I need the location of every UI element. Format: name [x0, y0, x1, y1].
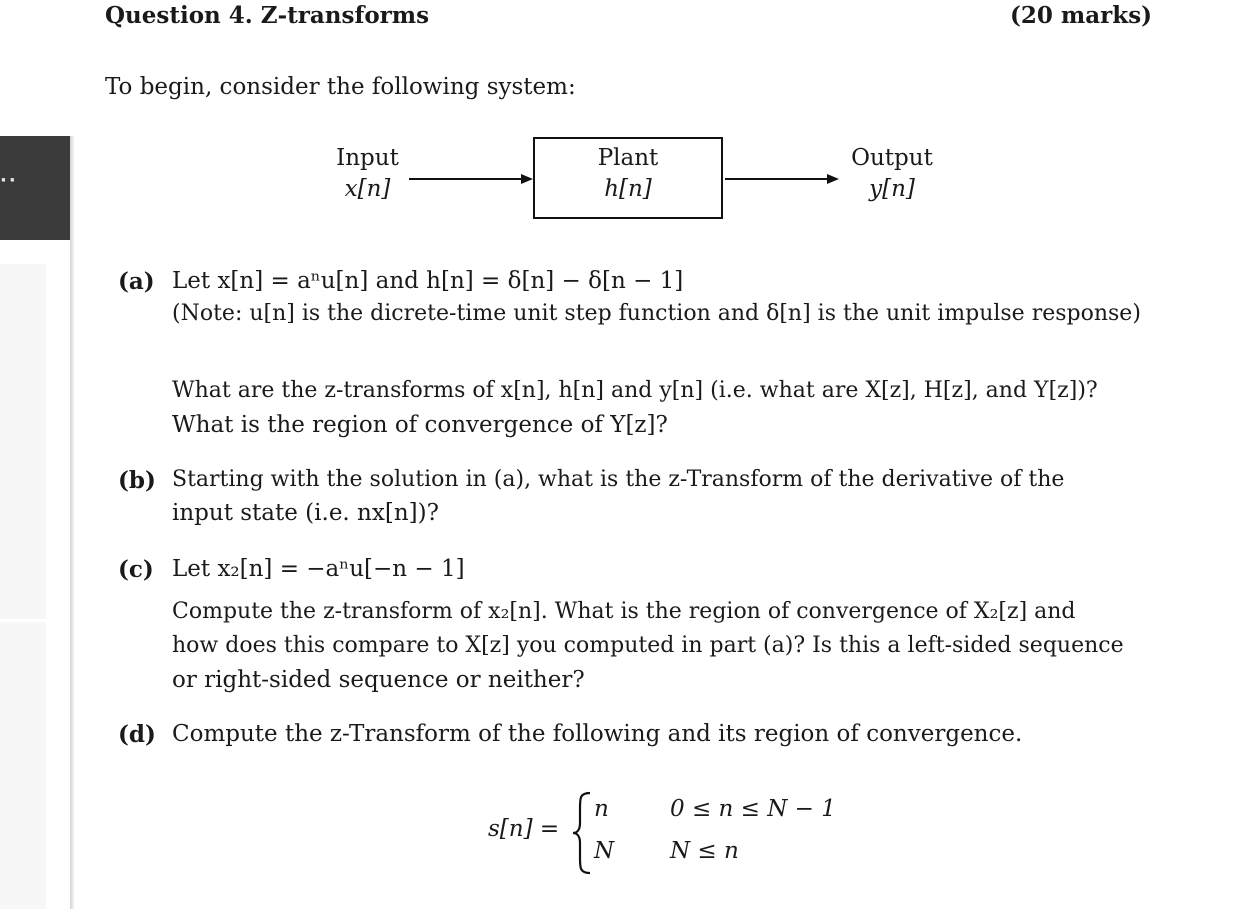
part-a-question-2: What is the region of convergence of Y[z]? — [172, 412, 668, 438]
part-d-line-1: Compute the z-Transform of the following and its region of convergence. — [172, 721, 1023, 747]
part-c-line-2: Compute the z-transform of x₂[n]. What is the region of convergence of X₂[z] and — [172, 599, 1076, 624]
part-d-label: (d) — [118, 721, 156, 748]
output-label: Output — [851, 145, 933, 171]
part-c-line-3: how does this compare to X[z] you computed in part (a)? Is this a left-sided sequence — [172, 633, 1124, 658]
case-2-value: N — [594, 838, 615, 864]
case-2-condition: N ≤ n — [670, 838, 739, 864]
part-b-line-1: Starting with the solution in (a), what is the z-Transform of the derivative of the — [172, 467, 1065, 492]
part-b-label: (b) — [118, 467, 156, 494]
piecewise-brace — [570, 790, 594, 876]
plant-signal: h[n] — [604, 176, 652, 202]
intro-text: To begin, consider the following system: — [105, 74, 576, 100]
output-signal: y[n] — [869, 176, 915, 202]
part-c-given: Let x₂[n] = −aⁿu[−n − 1] — [172, 556, 465, 582]
part-a-label: (a) — [118, 268, 155, 295]
question-marks: (20 marks) — [1010, 2, 1153, 29]
case-1-value: n — [594, 796, 609, 822]
input-signal: x[n] — [344, 176, 391, 202]
sidebar-panel-lower — [0, 622, 46, 909]
part-a-note: (Note: u[n] is the dicrete-time unit step function and δ[n] is the unit impulse response) — [172, 301, 1141, 326]
sidebar-panel — [0, 264, 46, 619]
part-a-question-1: What are the z-transforms of x[n], h[n] and y[n] (i.e. what are X[z], H[z], and Y[z])? — [172, 378, 1098, 403]
piecewise-lhs: s[n] = — [488, 816, 560, 842]
output-arrow — [723, 170, 843, 190]
input-label: Input — [336, 145, 399, 171]
question-title: Question 4. Z-transforms — [105, 2, 430, 29]
part-b-line-2: input state (i.e. nx[n])? — [172, 500, 439, 526]
more-options-icon[interactable]: ·· — [0, 170, 18, 191]
input-arrow — [405, 170, 535, 190]
part-c-line-4: or right-sided sequence or neither? — [172, 667, 585, 693]
part-a-given: Let x[n] = aⁿu[n] and h[n] = δ[n] − δ[n − 1] — [172, 268, 684, 294]
sidebar-edge — [70, 136, 74, 909]
case-1-condition: 0 ≤ n ≤ N − 1 — [670, 796, 836, 822]
plant-label: Plant — [597, 145, 659, 171]
part-c-label: (c) — [118, 556, 154, 583]
